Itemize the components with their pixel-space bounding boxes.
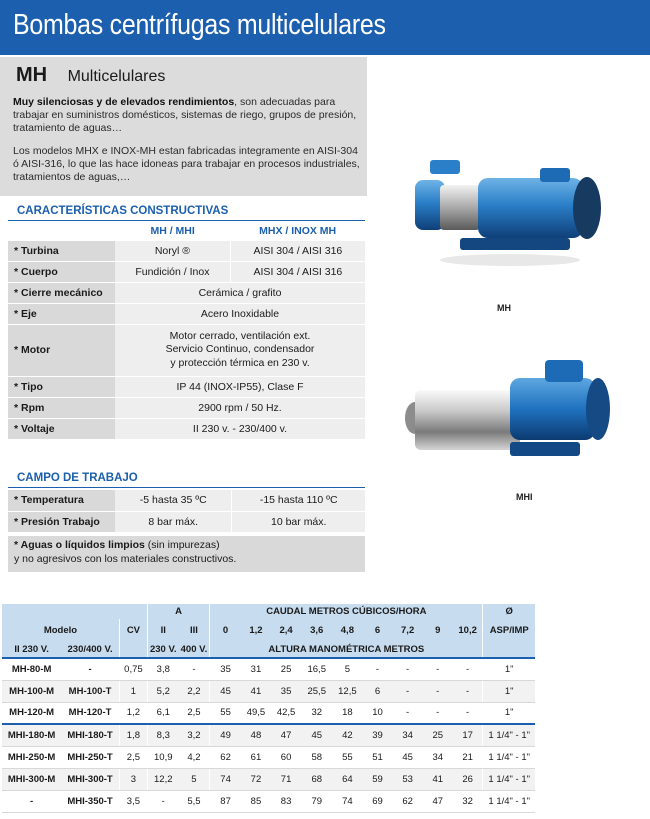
- height-cell: 74: [332, 790, 362, 812]
- height-cell: -: [423, 680, 453, 702]
- amp-iii-cell: 3,2: [179, 724, 210, 746]
- field-table: [8, 490, 365, 533]
- model-mono: -: [2, 790, 61, 812]
- model-tri: MHI-250-T: [61, 746, 119, 768]
- row-value: -5 hasta 35 ºC: [115, 490, 232, 511]
- note-bold: * Aguas o líquidos limpios: [14, 539, 145, 551]
- construction-header-row: [8, 222, 365, 240]
- row-cuerpo: [8, 261, 365, 282]
- height-cell: -: [453, 702, 483, 724]
- height-cell: 25: [423, 724, 453, 746]
- amp-iii-cell: 5,5: [179, 790, 210, 812]
- perf-header-row-1: [2, 604, 535, 619]
- cv-cell: 1: [119, 680, 147, 702]
- height-cell: 26: [453, 768, 483, 790]
- cv-cell: 1,8: [119, 724, 147, 746]
- model-tri: MHI-300-T: [61, 768, 119, 790]
- amp-iii-cell: 4,2: [179, 746, 210, 768]
- model-mono: MHI-180-M: [2, 724, 61, 746]
- col-mhx-inox: MHX / INOX MH: [230, 222, 365, 240]
- mhi-caption: MHI: [516, 492, 533, 502]
- head-modelo: Modelo: [2, 619, 119, 641]
- cv-cell: 0,75: [119, 658, 147, 680]
- amp-iii-cell: 2,2: [179, 680, 210, 702]
- col-mh-mhi: MH / MHI: [115, 222, 230, 240]
- row-label: * Temperatura: [8, 490, 115, 511]
- flow-1: 1,2: [241, 619, 271, 641]
- section-divider: [8, 220, 365, 221]
- field-title: CAMPO DE TRABAJO: [17, 472, 138, 484]
- row-value: -15 hasta 110 ºC: [232, 490, 365, 511]
- flow-0: 0: [210, 619, 241, 641]
- model-mono: MHI-250-M: [2, 746, 61, 768]
- height-cell: 32: [301, 702, 332, 724]
- head-ii: II: [147, 619, 178, 641]
- height-cell: 16,5: [301, 658, 332, 680]
- height-cell: 42,5: [271, 702, 301, 724]
- height-cell: 25: [271, 658, 301, 680]
- height-cell: 62: [393, 790, 423, 812]
- model-tri: MH-120-T: [61, 702, 119, 724]
- height-cell: 85: [241, 790, 271, 812]
- row-value: Fundición / Inox: [115, 261, 230, 282]
- amp-ii-cell: -: [147, 790, 178, 812]
- diameter-cell: 1 1/4" - 1": [483, 790, 535, 812]
- table-row: [2, 724, 535, 746]
- amp-ii-cell: 5,2: [147, 680, 178, 702]
- flow-2: 2,4: [271, 619, 301, 641]
- cv-cell: 3: [119, 768, 147, 790]
- row-value: [115, 324, 365, 376]
- intro-text: , son adecuadas para trabajar en suministros domésticos, sistemas de riego, grupos de presión, tratamiento de aguas…: [13, 96, 357, 135]
- height-cell: 35: [210, 658, 241, 680]
- title-banner: [0, 0, 650, 55]
- height-cell: 45: [301, 724, 332, 746]
- row-value: AISI 304 / AISI 316: [230, 261, 365, 282]
- row-label: * Eje: [8, 303, 115, 324]
- head-caudal: CAUDAL METROS CÚBICOS/HORA: [210, 604, 483, 619]
- model-tri: -: [61, 658, 119, 680]
- head-cv: CV: [119, 619, 147, 641]
- amp-ii-cell: 10,9: [147, 746, 178, 768]
- head-tri: 230/400 V.: [61, 641, 119, 658]
- height-cell: 60: [271, 746, 301, 768]
- diameter-cell: 1 1/4" - 1": [483, 746, 535, 768]
- flow-6: 7,2: [393, 619, 423, 641]
- height-cell: 35: [271, 680, 301, 702]
- diameter-cell: 1": [483, 658, 535, 680]
- height-cell: 87: [210, 790, 241, 812]
- height-cell: 6: [362, 680, 392, 702]
- model-mono: MH-100-M: [2, 680, 61, 702]
- amp-iii-cell: 2,5: [179, 702, 210, 724]
- head-altura: ALTURA MANOMÉTRICA METROS: [210, 641, 483, 658]
- amp-ii-cell: 8,3: [147, 724, 178, 746]
- row-tipo: [8, 376, 365, 397]
- row-label: * Cuerpo: [8, 261, 115, 282]
- height-cell: 69: [362, 790, 392, 812]
- motor-line-3: y protección térmica en 230 v.: [170, 356, 310, 369]
- flow-7: 9: [423, 619, 453, 641]
- row-cierre: [8, 282, 365, 303]
- row-value: 2900 rpm / 50 Hz.: [115, 397, 365, 418]
- model-mono: MH-80-M: [2, 658, 61, 680]
- row-label: * Voltaje: [8, 418, 115, 439]
- height-cell: 17: [453, 724, 483, 746]
- row-label: * Turbina: [8, 240, 115, 261]
- liquids-note: [8, 536, 365, 572]
- height-cell: 71: [271, 768, 301, 790]
- mh-pump-image: [400, 150, 610, 275]
- height-cell: -: [393, 658, 423, 680]
- table-row: [2, 768, 535, 790]
- intro-panel: [0, 57, 367, 196]
- page-title: Bombas centrífugas multicelulares: [13, 9, 386, 41]
- height-cell: 74: [210, 768, 241, 790]
- model-heading: [16, 64, 165, 87]
- height-cell: 64: [332, 768, 362, 790]
- height-cell: 49: [210, 724, 241, 746]
- performance-table: [2, 604, 535, 813]
- row-label: * Presión Trabajo: [8, 511, 115, 532]
- height-cell: -: [423, 702, 453, 724]
- perf-header-row-3: [2, 641, 535, 658]
- height-cell: 34: [393, 724, 423, 746]
- height-cell: 45: [210, 680, 241, 702]
- height-cell: -: [362, 658, 392, 680]
- height-cell: 31: [241, 658, 271, 680]
- height-cell: 58: [301, 746, 332, 768]
- height-cell: -: [423, 658, 453, 680]
- intro-paragraph-2: Los modelos MHX e INOX-MH estan fabricadas integramente en AISI-304 ó AISI-316, lo que las hace idoneas para trabajar en procesos industriales, tratamientos de aguas,…: [13, 145, 360, 184]
- amp-ii-cell: 12,2: [147, 768, 178, 790]
- head-asp-imp: ASP/IMP: [483, 619, 535, 641]
- height-cell: 51: [362, 746, 392, 768]
- row-value: 10 bar máx.: [232, 511, 365, 532]
- table-row: [2, 746, 535, 768]
- height-cell: 21: [453, 746, 483, 768]
- table-row: [2, 680, 535, 702]
- model-tri: MHI-350-T: [61, 790, 119, 812]
- row-value: Acero Inoxidable: [115, 303, 365, 324]
- row-rpm: [8, 397, 365, 418]
- height-cell: 83: [271, 790, 301, 812]
- mhi-pump-image: [395, 350, 615, 470]
- perf-header-row-2: [2, 619, 535, 641]
- height-cell: 53: [393, 768, 423, 790]
- amp-ii-cell: 3,8: [147, 658, 178, 680]
- row-value: 8 bar máx.: [115, 511, 232, 532]
- height-cell: 47: [423, 790, 453, 812]
- height-cell: 42: [332, 724, 362, 746]
- cv-cell: 2,5: [119, 746, 147, 768]
- head-diameter: Ø: [483, 604, 535, 619]
- head-400: 400 V.: [179, 641, 210, 658]
- head-a: A: [147, 604, 209, 619]
- table-row: [2, 702, 535, 724]
- row-presion: [8, 511, 365, 532]
- model-mono: MH-120-M: [2, 702, 61, 724]
- row-value: AISI 304 / AISI 316: [230, 240, 365, 261]
- height-cell: -: [393, 680, 423, 702]
- flow-4: 4,8: [332, 619, 362, 641]
- construction-table: [8, 222, 365, 440]
- height-cell: 79: [301, 790, 332, 812]
- row-label: * Rpm: [8, 397, 115, 418]
- note-line-2: y no agresivos con los materiales constructivos.: [14, 553, 237, 565]
- height-cell: 18: [332, 702, 362, 724]
- model-code: MH: [16, 64, 48, 86]
- section-divider: [8, 487, 365, 488]
- height-cell: 55: [210, 702, 241, 724]
- diameter-cell: 1": [483, 680, 535, 702]
- row-value: IP 44 (INOX-IP55), Clase F: [115, 376, 365, 397]
- row-label: * Tipo: [8, 376, 115, 397]
- model-tri: MH-100-T: [61, 680, 119, 702]
- flow-5: 6: [362, 619, 392, 641]
- height-cell: 61: [241, 746, 271, 768]
- height-cell: 41: [423, 768, 453, 790]
- construction-title: CARACTERÍSTICAS CONSTRUCTIVAS: [17, 205, 229, 217]
- height-cell: 45: [393, 746, 423, 768]
- height-cell: 48: [241, 724, 271, 746]
- cv-cell: 3,5: [119, 790, 147, 812]
- model-tri: MHI-180-T: [61, 724, 119, 746]
- amp-ii-cell: 6,1: [147, 702, 178, 724]
- height-cell: 5: [332, 658, 362, 680]
- height-cell: 55: [332, 746, 362, 768]
- head-230: 230 V.: [147, 641, 178, 658]
- model-subtitle: Multicelulares: [67, 68, 166, 85]
- motor-line-1: Motor cerrado, ventilación ext.: [169, 329, 311, 342]
- height-cell: 62: [210, 746, 241, 768]
- height-cell: -: [453, 680, 483, 702]
- diameter-cell: 1 1/4" - 1": [483, 724, 535, 746]
- row-label: * Motor: [8, 324, 115, 376]
- row-motor: [8, 324, 365, 376]
- height-cell: 32: [453, 790, 483, 812]
- height-cell: 47: [271, 724, 301, 746]
- row-temperatura: [8, 490, 365, 511]
- height-cell: 41: [241, 680, 271, 702]
- row-label: * Cierre mecánico: [8, 282, 115, 303]
- row-value: Cerámica / grafito: [115, 282, 365, 303]
- flow-3: 3,6: [301, 619, 332, 641]
- model-mono: MHI-300-M: [2, 768, 61, 790]
- diameter-cell: 1": [483, 702, 535, 724]
- height-cell: 59: [362, 768, 392, 790]
- diameter-cell: 1 1/4" - 1": [483, 768, 535, 790]
- row-value: Noryl ®: [115, 240, 230, 261]
- motor-line-2: Servicio Continuo, condensador: [165, 343, 315, 356]
- table-row: [2, 790, 535, 812]
- height-cell: 12,5: [332, 680, 362, 702]
- height-cell: 10: [362, 702, 392, 724]
- amp-iii-cell: -: [179, 658, 210, 680]
- note-text: (sin impurezas): [144, 539, 220, 551]
- height-cell: 68: [301, 768, 332, 790]
- height-cell: 49,5: [241, 702, 271, 724]
- perf-body: [2, 658, 535, 812]
- height-cell: 25,5: [301, 680, 332, 702]
- row-voltaje: [8, 418, 365, 439]
- table-row: [2, 658, 535, 680]
- row-turbina: [8, 240, 365, 261]
- height-cell: -: [453, 658, 483, 680]
- mh-caption: MH: [497, 303, 511, 313]
- row-value: II 230 v. - 230/400 v.: [115, 418, 365, 439]
- cv-cell: 1,2: [119, 702, 147, 724]
- amp-iii-cell: 5: [179, 768, 210, 790]
- height-cell: 72: [241, 768, 271, 790]
- height-cell: 34: [423, 746, 453, 768]
- height-cell: 39: [362, 724, 392, 746]
- head-iii: III: [179, 619, 210, 641]
- height-cell: -: [393, 702, 423, 724]
- intro-paragraph-1: [13, 96, 363, 136]
- flow-8: 10,2: [453, 619, 483, 641]
- head-mono: II 230 V.: [2, 641, 61, 658]
- intro-bold-text: Muy silenciosas y de elevados rendimientos: [13, 96, 235, 108]
- row-eje: [8, 303, 365, 324]
